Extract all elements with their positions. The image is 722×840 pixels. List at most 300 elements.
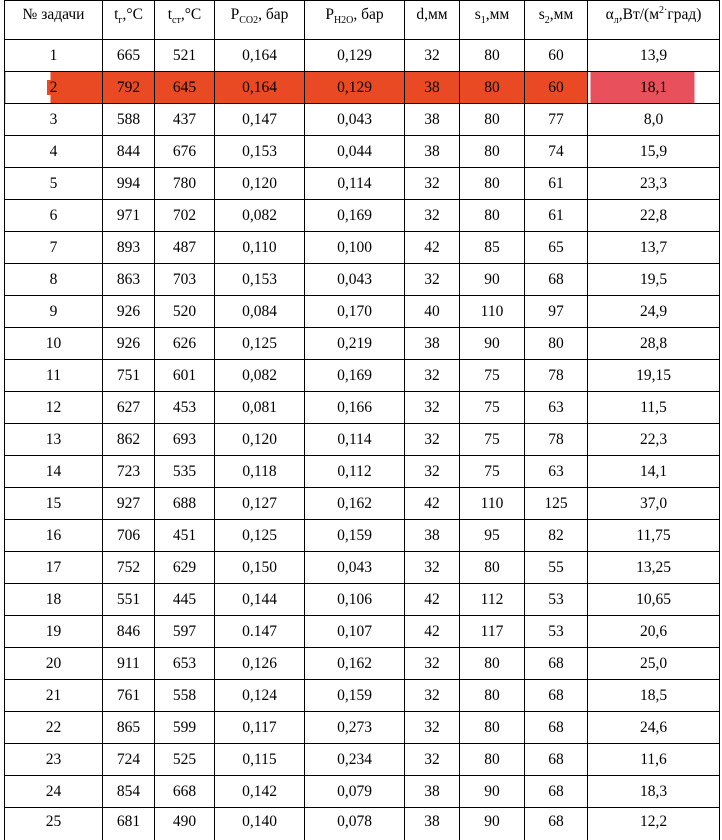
task-number-cell [5, 424, 103, 456]
gas-temperature-value: 865 [115, 720, 142, 736]
table-row [5, 584, 720, 616]
co2-pressure-cell [215, 808, 305, 840]
h2o-pressure-value: 0,043 [335, 560, 374, 576]
alpha-cell [588, 200, 720, 232]
header-s2: $s_2,мм$ [525, 1, 588, 40]
h2o-pressure-cell [305, 72, 405, 104]
diameter-value: 42 [422, 624, 442, 640]
s2-cell [525, 488, 588, 520]
task-number-value: 22 [44, 720, 64, 736]
gas-temperature-value: 862 [115, 432, 142, 448]
h2o-pressure-cell [305, 296, 405, 328]
wall-temperature-value: 487 [171, 240, 198, 256]
co2-pressure-value: 0,110 [240, 240, 278, 256]
wall-temperature-cell [155, 776, 215, 808]
diameter-value: 38 [422, 336, 442, 352]
gas-temperature-value: 724 [115, 752, 142, 768]
h2o-pressure-value: 0,169 [335, 208, 374, 224]
diameter-value: 32 [422, 656, 442, 672]
task-number-cell [5, 328, 103, 360]
task-number-value: 24 [44, 784, 64, 800]
table-row [5, 168, 720, 200]
s1-cell [460, 808, 525, 840]
diameter-value: 32 [422, 432, 442, 448]
co2-pressure-value: 0,117 [240, 720, 278, 736]
table-row [5, 808, 720, 840]
co2-pressure-value: 0,150 [240, 560, 279, 576]
co2-pressure-cell [215, 72, 305, 104]
co2-pressure-value: 0.147 [240, 624, 279, 640]
h2o-pressure-cell [305, 104, 405, 136]
gas-temperature-cell [103, 808, 155, 840]
table-row [5, 200, 720, 232]
table-row [5, 712, 720, 744]
h2o-pressure-value: 0,129 [335, 80, 374, 96]
diameter-cell [405, 360, 460, 392]
s2-value: 53 [546, 592, 566, 608]
wall-temperature-value: 676 [171, 144, 198, 160]
gas-temperature-cell [103, 648, 155, 680]
wall-temperature-cell [155, 488, 215, 520]
diameter-value: 32 [422, 720, 442, 736]
s1-value: 80 [482, 560, 502, 576]
s1-value: 75 [482, 400, 502, 416]
h2o-pressure-value: 0,169 [335, 368, 374, 384]
co2-pressure-value: 0,115 [240, 752, 278, 768]
task-number-value: 21 [44, 688, 64, 704]
co2-pressure-value: 0,153 [240, 144, 279, 160]
s1-value: 80 [482, 176, 502, 192]
task-number-value: 20 [44, 656, 64, 672]
s1-cell [460, 296, 525, 328]
s1-value: 110 [479, 304, 506, 320]
diameter-value: 32 [422, 176, 442, 192]
alpha-cell [588, 680, 720, 712]
wall-temperature-value: 688 [171, 496, 198, 512]
alpha-cell [588, 264, 720, 296]
co2-pressure-value: 0,144 [240, 592, 279, 608]
wall-temperature-cell [155, 392, 215, 424]
co2-pressure-cell [215, 744, 305, 776]
wall-temperature-value: 535 [171, 464, 198, 480]
wall-temperature-cell [155, 744, 215, 776]
table-row [5, 648, 720, 680]
wall-temperature-value: 629 [171, 560, 198, 576]
co2-pressure-value: 0,082 [240, 368, 279, 384]
co2-pressure-cell [215, 200, 305, 232]
diameter-value: 38 [422, 80, 442, 96]
co2-pressure-cell [215, 776, 305, 808]
alpha-value: 14,1 [638, 464, 669, 480]
table-row [5, 392, 720, 424]
wall-temperature-value: 599 [171, 720, 198, 736]
alpha-value: 22,8 [638, 208, 669, 224]
s1-value: 95 [482, 528, 502, 544]
gas-temperature-value: 863 [115, 272, 142, 288]
s1-value: 90 [482, 784, 502, 800]
gas-temperature-value: 926 [115, 336, 142, 352]
co2-pressure-cell [215, 424, 305, 456]
diameter-cell [405, 680, 460, 712]
h2o-pressure-cell [305, 392, 405, 424]
alpha-value: 22,3 [638, 432, 669, 448]
alpha-cell [588, 392, 720, 424]
wall-temperature-cell [155, 520, 215, 552]
diameter-value: 42 [422, 496, 442, 512]
s2-cell [525, 232, 588, 264]
h2o-pressure-value: 0,043 [335, 112, 374, 128]
header-wall-temperature: $t_{ст},^\circ C$ [155, 1, 215, 40]
h2o-pressure-cell [305, 200, 405, 232]
task-number-value: 8 [48, 272, 60, 288]
task-number-value: 10 [44, 336, 64, 352]
h2o-pressure-cell [305, 264, 405, 296]
task-number-cell [5, 808, 103, 840]
wall-temperature-value: 453 [171, 400, 198, 416]
co2-pressure-value: 0,126 [240, 656, 279, 672]
alpha-cell [588, 552, 720, 584]
gas-temperature-cell [103, 72, 155, 104]
wall-temperature-value: 525 [171, 752, 198, 768]
alpha-cell [588, 136, 720, 168]
diameter-value: 32 [422, 368, 442, 384]
s2-value: 68 [546, 720, 566, 736]
task-number-value: 1 [48, 48, 60, 64]
diameter-cell [405, 392, 460, 424]
h2o-pressure-value: 0,219 [335, 336, 374, 352]
wall-temperature-value: 693 [171, 432, 198, 448]
s1-cell [460, 648, 525, 680]
wall-temperature-cell [155, 616, 215, 648]
task-number-cell [5, 72, 103, 104]
s2-value: 68 [546, 656, 566, 672]
alpha-value: 25,0 [638, 656, 669, 672]
s1-value: 75 [482, 464, 502, 480]
alpha-value: 24,6 [638, 720, 669, 736]
header-s1: $s_1,мм$ [460, 1, 525, 40]
co2-pressure-value: 0,120 [240, 432, 279, 448]
s1-cell [460, 360, 525, 392]
gas-temperature-cell [103, 104, 155, 136]
alpha-value: 13,7 [638, 240, 669, 256]
alpha-cell [588, 616, 720, 648]
h2o-pressure-cell [305, 232, 405, 264]
s2-value: 65 [546, 240, 566, 256]
diameter-cell [405, 712, 460, 744]
co2-pressure-cell [215, 712, 305, 744]
s2-value: 74 [546, 144, 566, 160]
s2-value: 68 [546, 688, 566, 704]
alpha-cell [588, 168, 720, 200]
wall-temperature-value: 703 [171, 272, 198, 288]
h2o-pressure-cell [305, 328, 405, 360]
h2o-pressure-cell [305, 712, 405, 744]
co2-pressure-cell [215, 616, 305, 648]
wall-temperature-cell [155, 136, 215, 168]
task-number-value: 5 [48, 176, 60, 192]
gas-temperature-cell [103, 136, 155, 168]
alpha-cell [588, 424, 720, 456]
co2-pressure-value: 0,164 [240, 80, 279, 96]
wall-temperature-value: 601 [171, 368, 198, 384]
h2o-pressure-value: 0,100 [335, 240, 374, 256]
s2-value: 68 [546, 272, 566, 288]
task-number-cell [5, 456, 103, 488]
gas-temperature-cell [103, 264, 155, 296]
s2-cell [525, 456, 588, 488]
alpha-value: 13,25 [634, 560, 673, 576]
h2o-pressure-cell [305, 776, 405, 808]
wall-temperature-value: 445 [171, 592, 198, 608]
s1-value: 117 [479, 624, 506, 640]
diameter-cell [405, 200, 460, 232]
wall-temperature-cell [155, 456, 215, 488]
h2o-pressure-cell [305, 168, 405, 200]
gas-temperature-cell [103, 776, 155, 808]
s2-cell [525, 328, 588, 360]
header-alpha: $\alpha_л,Вт/(м^{2\cdot}град)$ [588, 1, 720, 40]
h2o-pressure-cell [305, 456, 405, 488]
table-row [5, 456, 720, 488]
s2-value: 68 [546, 814, 566, 830]
s1-value: 75 [482, 432, 502, 448]
diameter-cell [405, 424, 460, 456]
h2o-pressure-cell [305, 616, 405, 648]
task-number-cell [5, 552, 103, 584]
diameter-cell [405, 328, 460, 360]
task-number-value: 15 [44, 496, 64, 512]
gas-temperature-value: 994 [115, 176, 142, 192]
diameter-value: 32 [422, 464, 442, 480]
wall-temperature-value: 780 [171, 176, 198, 192]
task-number-cell [5, 392, 103, 424]
gas-temperature-value: 665 [115, 48, 142, 64]
co2-pressure-cell [215, 520, 305, 552]
gas-temperature-value: 627 [115, 400, 142, 416]
s2-value: 80 [546, 336, 566, 352]
co2-pressure-value: 0,140 [240, 814, 279, 830]
header-gas-temperature: $t_г,^\circ C$ [103, 1, 155, 40]
wall-temperature-cell [155, 200, 215, 232]
task-number-cell [5, 40, 103, 72]
alpha-cell [588, 648, 720, 680]
gas-temperature-cell [103, 552, 155, 584]
s1-value: 112 [479, 592, 506, 608]
s1-cell [460, 456, 525, 488]
task-data-table [4, 0, 720, 840]
wall-temperature-cell [155, 424, 215, 456]
wall-temperature-value: 668 [171, 784, 198, 800]
task-number-cell [5, 200, 103, 232]
diameter-cell [405, 264, 460, 296]
co2-pressure-value: 0,120 [240, 176, 279, 192]
alpha-value: 20,6 [638, 624, 669, 640]
s2-cell [525, 200, 588, 232]
h2o-pressure-value: 0,166 [335, 400, 374, 416]
gas-temperature-cell [103, 680, 155, 712]
h2o-pressure-value: 0,273 [335, 720, 374, 736]
wall-temperature-value: 437 [171, 112, 198, 128]
wall-temperature-cell [155, 552, 215, 584]
wall-temperature-value: 597 [171, 624, 198, 640]
co2-pressure-cell [215, 328, 305, 360]
wall-temperature-cell [155, 264, 215, 296]
wall-temperature-value: 653 [171, 656, 198, 672]
task-number-cell [5, 488, 103, 520]
diameter-cell [405, 744, 460, 776]
s1-cell [460, 552, 525, 584]
co2-pressure-value: 0,125 [240, 528, 279, 544]
h2o-pressure-cell [305, 744, 405, 776]
s1-cell [460, 392, 525, 424]
diameter-value: 32 [422, 688, 442, 704]
task-number-value: 14 [44, 464, 64, 480]
s2-value: 60 [546, 80, 566, 96]
alpha-cell [588, 360, 720, 392]
diameter-cell [405, 552, 460, 584]
s1-cell [460, 232, 525, 264]
task-number-cell [5, 744, 103, 776]
task-number-value: 3 [48, 112, 60, 128]
s1-cell [460, 168, 525, 200]
alpha-value: 19,5 [638, 272, 669, 288]
task-number-cell [5, 584, 103, 616]
alpha-value: 11,5 [638, 400, 669, 416]
co2-pressure-cell [215, 168, 305, 200]
s2-cell [525, 360, 588, 392]
h2o-pressure-value: 0,129 [335, 48, 374, 64]
table-body [5, 40, 720, 840]
alpha-cell [588, 776, 720, 808]
gas-temperature-value: 792 [115, 80, 142, 96]
task-number-value: 18 [44, 592, 64, 608]
task-number-cell [5, 680, 103, 712]
co2-pressure-value: 0,082 [240, 208, 279, 224]
s2-value: 77 [546, 112, 566, 128]
s1-value: 90 [482, 814, 502, 830]
s1-value: 80 [482, 112, 502, 128]
s1-cell [460, 328, 525, 360]
s2-value: 97 [546, 304, 566, 320]
task-number-cell [5, 136, 103, 168]
alpha-value: 13,9 [638, 48, 669, 64]
wall-temperature-value: 626 [171, 336, 198, 352]
gas-temperature-value: 551 [115, 592, 142, 608]
task-number-cell [5, 232, 103, 264]
alpha-cell [588, 232, 720, 264]
co2-pressure-cell [215, 104, 305, 136]
gas-temperature-value: 752 [115, 560, 142, 576]
h2o-pressure-value: 0,159 [335, 528, 374, 544]
alpha-value: 19,15 [634, 368, 673, 384]
diameter-cell [405, 136, 460, 168]
s2-value: 60 [546, 48, 566, 64]
table-row [5, 552, 720, 584]
alpha-value: 28,8 [638, 336, 669, 352]
diameter-cell [405, 488, 460, 520]
co2-pressure-cell [215, 232, 305, 264]
diameter-value: 38 [422, 528, 442, 544]
table-row [5, 776, 720, 808]
table-row [5, 424, 720, 456]
alpha-cell [588, 744, 720, 776]
alpha-value: 15,9 [638, 144, 669, 160]
alpha-cell [588, 520, 720, 552]
header-h2o-pressure: $P_{H2O}$, бар [305, 1, 405, 40]
s2-value: 63 [546, 464, 566, 480]
s1-value: 110 [479, 496, 506, 512]
wall-temperature-value: 490 [171, 814, 198, 830]
gas-temperature-value: 893 [115, 240, 142, 256]
h2o-pressure-value: 0,112 [335, 464, 373, 480]
s1-cell [460, 104, 525, 136]
wall-temperature-cell [155, 168, 215, 200]
s2-cell [525, 808, 588, 840]
gas-temperature-cell [103, 584, 155, 616]
alpha-value: 24,9 [638, 304, 669, 320]
s2-cell [525, 424, 588, 456]
gas-temperature-cell [103, 712, 155, 744]
header-row [5, 1, 720, 40]
task-number-cell [5, 104, 103, 136]
co2-pressure-cell [215, 456, 305, 488]
gas-temperature-value: 723 [115, 464, 142, 480]
s2-cell [525, 72, 588, 104]
wall-temperature-cell [155, 712, 215, 744]
task-number-value: 7 [48, 240, 60, 256]
wall-temperature-cell [155, 360, 215, 392]
diameter-cell [405, 72, 460, 104]
s2-cell [525, 296, 588, 328]
gas-temperature-cell [103, 40, 155, 72]
h2o-pressure-value: 0,114 [335, 432, 373, 448]
table-row [5, 264, 720, 296]
s2-cell [525, 584, 588, 616]
table-row-highlighted [5, 72, 720, 104]
s2-cell [525, 648, 588, 680]
gas-temperature-value: 844 [115, 144, 142, 160]
h2o-pressure-value: 0,159 [335, 688, 374, 704]
table-row [5, 488, 720, 520]
wall-temperature-cell [155, 104, 215, 136]
diameter-cell [405, 456, 460, 488]
gas-temperature-cell [103, 200, 155, 232]
gas-temperature-value: 911 [115, 656, 142, 672]
alpha-cell [588, 456, 720, 488]
gas-temperature-value: 846 [115, 624, 142, 640]
h2o-pressure-cell [305, 552, 405, 584]
gas-temperature-value: 588 [115, 112, 142, 128]
task-number-cell [5, 616, 103, 648]
co2-pressure-value: 0,124 [240, 688, 279, 704]
co2-pressure-cell [215, 360, 305, 392]
s2-value: 61 [546, 208, 566, 224]
task-number-value: 9 [48, 304, 60, 320]
alpha-cell [588, 712, 720, 744]
diameter-value: 38 [422, 784, 442, 800]
co2-pressure-cell [215, 296, 305, 328]
h2o-pressure-value: 0,044 [335, 144, 374, 160]
alpha-value: 11,6 [638, 752, 669, 768]
s1-cell [460, 136, 525, 168]
gas-temperature-cell [103, 744, 155, 776]
diameter-value: 32 [422, 752, 442, 768]
s2-cell [525, 680, 588, 712]
gas-temperature-cell [103, 168, 155, 200]
task-number-value: 23 [44, 752, 64, 768]
s1-value: 85 [482, 240, 502, 256]
diameter-cell [405, 520, 460, 552]
